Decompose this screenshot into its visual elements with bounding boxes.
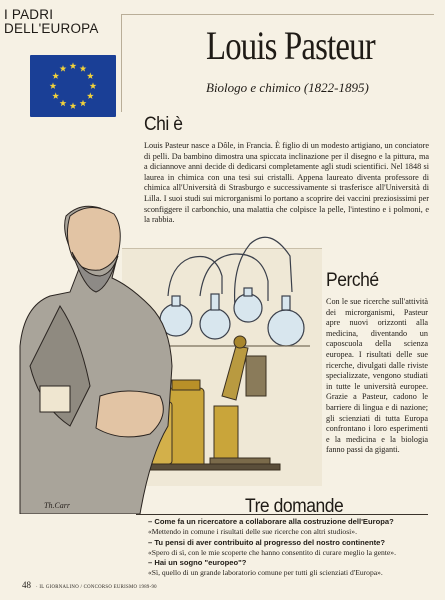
page-title: Louis Pasteur [206,23,375,68]
question: – Tu pensi di aver contribuito al progresso del nostro continente? [148,537,385,547]
flag-star-icon [80,100,87,107]
series-title-line1: I PADRI [4,7,54,22]
flag-star-icon [87,72,94,79]
perche-text: Con le sue ricerche sull'attività dei microrganismi, Pasteur apre nuovi orizzonti alla medicina, diventando un caposcuola della scienza europea. I risultati delle sue ricerche, divulgati dalle riviste specializzate, vengono studiati in tutte le università europee. Grazie a Pasteur, cadono le barriere di lingua e di nazione; gli scienziati di tutta Europa confrontano i loro esperimenti e la medicina e la biologia fanno passi da giganti. [326,297,428,455]
flag-star-icon [90,82,97,89]
answer: «Sì, quello di un grande laboratorio comune per tutti gli scienziati d'Europa». [148,568,383,578]
publication-name: · IL GIORNALINO / CONCORSO EURISMO 1989-90 [36,585,157,590]
flag-star-icon [70,62,77,69]
flag-star-icon [52,72,59,79]
perche-heading: Perché [326,270,379,291]
flag-star-icon [80,65,87,72]
chi-heading: Chi è [144,114,183,135]
flag-star-icon [50,82,57,89]
flag-star-icon [52,92,59,99]
series-title [4,8,124,36]
chi-text: Louis Pasteur nasce a Dôle, in Francia. È figlio di un modesto artigiano, un conciatore di pelli. Da bambino dimostra una spiccata inclinazione per il disegno e la pittura, ma a diciannove anni decide di dedicarsi completamente agli studi scientifici. Nel 1848 si laurea in chimica con una tesi sui cristalli. Appena laureato diventa professore di chimica all'Università di Strasburgo e successivamente si trasferisce all'Università di Lilla. I suoi studi sui microrganismi lo portano a scoprire dei vaccini preziosissimi per sconfiggere il carbonchio, una malattia che colpisce la pelle, l'intestino e i polmoni, e la rabbia. [144,141,429,225]
tre-domande-heading: Tre domande [245,496,344,517]
question: – Come fa un ricercatore a collaborare alla costruzione dell'Europa? [148,517,394,526]
page-subtitle: Biologo e chimico (1822-1895) [206,80,369,95]
flag-star-icon [70,102,77,109]
pasteur-portrait [20,206,172,514]
qa-list [148,517,433,579]
page-number: 48 [22,580,31,590]
series-title-line2: DELL'EUROPA [4,21,99,36]
flag-star-icon [87,92,94,99]
glassware-illustration [160,237,310,346]
footer [22,580,157,590]
flag-star-icon [60,65,67,72]
flag-star-icon [60,100,67,107]
pasteur-illustration [0,196,332,514]
answer: «Mettendo in comune i risultati delle sue ricerche con altri studiosi». [148,527,357,537]
illustration-signature: Th.Carr [44,501,71,510]
eu-flag-icon [30,55,116,117]
question: – Hai un sogno "europeo"? [148,558,247,568]
divider [136,514,428,515]
answer: «Spero di sì, con le mie scoperte che hanno consentito di curare meglio la gente». [148,547,396,557]
